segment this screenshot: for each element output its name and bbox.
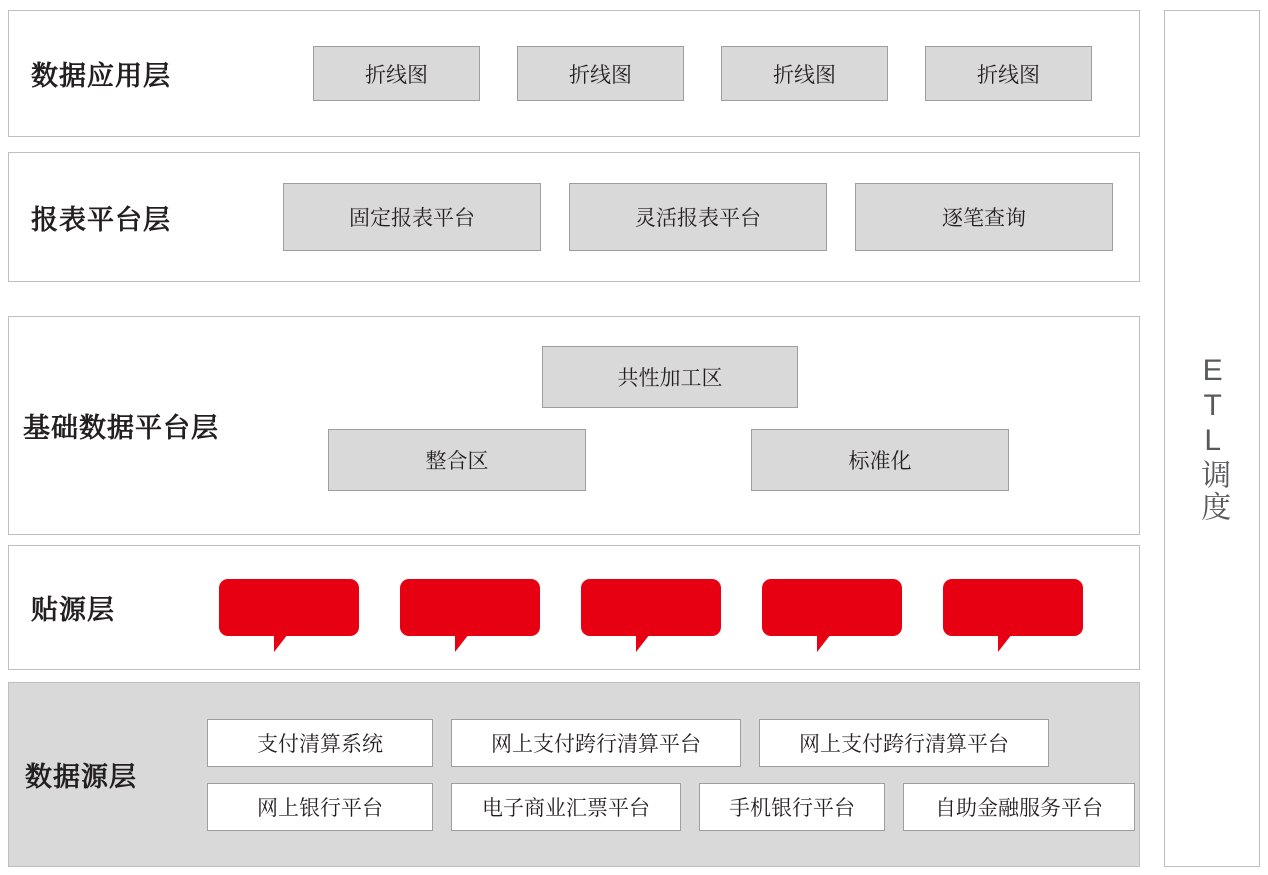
layer-title-data-source: 数据源层	[25, 762, 137, 792]
app-item-3[interactable]: 折线图	[721, 46, 888, 101]
report-item-query[interactable]: 逐笔查询	[855, 183, 1113, 251]
near-source-bubble-2[interactable]	[400, 579, 540, 636]
etl-scheduling-label: ETL调度	[1196, 354, 1230, 523]
data-source-row-2	[207, 783, 1135, 831]
layer-items-report-platform	[261, 153, 1113, 281]
near-source-bubble-4[interactable]	[762, 579, 902, 636]
etl-scheduling-panel	[1164, 10, 1260, 867]
near-source-bubble-1[interactable]	[219, 579, 359, 636]
data-source-mobile-banking[interactable]: 手机银行平台	[699, 783, 885, 831]
app-item-2[interactable]: 折线图	[517, 46, 684, 101]
data-source-row-1	[207, 719, 1135, 767]
report-item-fixed[interactable]: 固定报表平台	[283, 183, 541, 251]
data-source-online-payment-interbank-2[interactable]: 网上支付跨行清算平台	[759, 719, 1049, 767]
layer-data-source	[8, 682, 1140, 867]
base-item-common-processing[interactable]: 共性加工区	[542, 346, 798, 408]
base-item-standardization[interactable]: 标准化	[751, 429, 1009, 491]
layer-title-data-application: 数据应用层	[31, 61, 171, 91]
layer-items-data-application	[281, 11, 1092, 136]
layer-title-base-data-platform: 基础数据平台层	[23, 413, 219, 443]
layer-near-source	[8, 545, 1140, 670]
data-source-self-service-finance[interactable]: 自助金融服务平台	[903, 783, 1135, 831]
report-item-flexible[interactable]: 灵活报表平台	[569, 183, 827, 251]
app-item-1[interactable]: 折线图	[313, 46, 480, 101]
near-source-bubble-5[interactable]	[943, 579, 1083, 636]
layer-items-data-source	[207, 683, 1145, 866]
layer-report-platform	[8, 152, 1140, 282]
layer-items-base-data-platform	[323, 317, 1139, 534]
data-source-e-commercial-draft[interactable]: 电子商业汇票平台	[451, 783, 681, 831]
layer-title-near-source: 贴源层	[31, 595, 115, 625]
data-source-internet-banking[interactable]: 网上银行平台	[207, 783, 433, 831]
layer-data-application	[8, 10, 1140, 137]
app-item-4[interactable]: 折线图	[925, 46, 1092, 101]
layer-base-data-platform	[8, 316, 1140, 535]
data-source-payment-clearing[interactable]: 支付清算系统	[207, 719, 433, 767]
data-source-online-payment-interbank-1[interactable]: 网上支付跨行清算平台	[451, 719, 741, 767]
near-source-bubble-3[interactable]	[581, 579, 721, 636]
base-item-integration[interactable]: 整合区	[328, 429, 586, 491]
layer-title-report-platform: 报表平台层	[31, 204, 171, 235]
layer-items-near-source	[219, 546, 1083, 669]
